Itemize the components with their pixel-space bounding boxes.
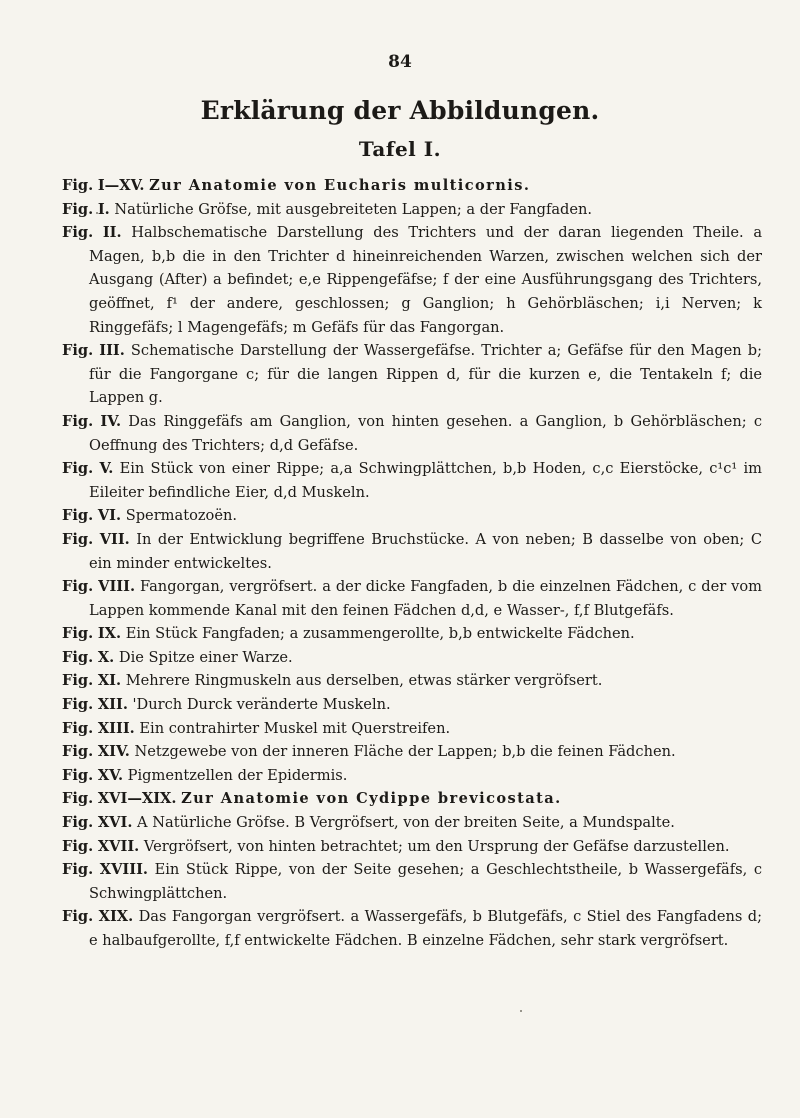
figure-caption (62, 339, 762, 410)
caption-text: Mehrere Ringmuskeln aus derselben, etwas stärker vergröfsert. (125, 672, 603, 690)
caption-text: Halbschematische Darstellung des Trichters und der daran liegenden Theile. a Magen, b,b die in den Trichter d hineinreichenden Warzen, zwischen welchen sich der Ausgang (After) a befindet; e,e Rippengefäfse; f der eine Ausführungsgang des Trichters, geöffnet, f¹ der andere, geschlossen; g Ganglion; h Gehörbläschen; i,i Nerven; k Ringgefäfs; l Magengefäfs; m Gefäfs für das Fangorgan. (89, 224, 763, 336)
figure-number: V. (99, 460, 114, 478)
print-speck (520, 1010, 522, 1012)
caption-text: Vergröfsert, von hinten betrachtet; um den Ursprung der Gefäfse darzustellen. (143, 837, 730, 855)
figure-caption (62, 905, 762, 952)
caption-text: Pigmentzellen der Epidermis. (127, 766, 348, 784)
figure-number: III. (99, 342, 125, 360)
fig-label: Fig. (62, 743, 94, 761)
figure-caption (62, 764, 762, 788)
figure-number: IX. (97, 625, 122, 643)
figure-caption (62, 646, 762, 670)
figure-caption (62, 717, 762, 741)
caption-text: Das Ringgefäfs am Ganglion, von hinten gesehen. a Ganglion, b Gehörbläschen; c Oeffnung des Trichters; d,d Gefäfse. (89, 412, 762, 454)
figure-number: XVII. (97, 837, 140, 855)
fig-label: Fig. (62, 460, 94, 478)
caption-text: Netzgewebe von der inneren Fläche der Lappen; b,b die feinen Fädchen. (134, 743, 676, 761)
figure-caption (62, 198, 762, 222)
figure-caption (62, 740, 762, 764)
figure-number: I—XV. (97, 177, 145, 194)
print-speck (96, 212, 98, 214)
caption-text: Spermatozoën. (125, 507, 238, 525)
figure-number: VIII. (98, 578, 136, 596)
figure-number: IV. (100, 412, 122, 430)
section-heading: Zur Anatomie von Cydippe brevicostata. (181, 790, 562, 808)
figure-caption (62, 669, 762, 693)
figure-number: XVIII. (99, 861, 148, 879)
figure-caption (62, 528, 762, 575)
figure-caption (62, 622, 762, 646)
fig-label: Fig. (62, 625, 94, 643)
caption-text: Ein Stück von einer Rippe; a,a Schwingplättchen, b,b Hoden, c,c Eierstöcke, c¹c¹ im Eileiter befindliche Eier, d,d Muskeln. (89, 460, 763, 501)
figure-number: VI. (97, 507, 122, 525)
fig-label: Fig. (62, 412, 94, 430)
caption-text: A Natürliche Gröfse. B Vergröfsert, von der breiten Seite, a Mundspalte. (137, 814, 675, 832)
fig-label: Fig. (62, 908, 94, 926)
fig-label: Fig. (62, 224, 94, 242)
figure-number: XV. (97, 766, 124, 784)
figure-number: I. (97, 200, 110, 218)
figure-caption (62, 811, 762, 835)
caption-text: Ein contrahirter Muskel mit Querstreifen. (139, 719, 451, 737)
figure-number: X. (97, 648, 115, 666)
fig-label: Fig. (62, 861, 94, 879)
figure-number: XI. (97, 672, 122, 690)
page-title: Erklärung der Abbildungen. (200, 96, 600, 125)
caption-text: Natürliche Gröfse, mit ausgebreiteten Lappen; a der Fangfaden. (114, 200, 593, 218)
caption-text: In der Entwicklung begriffene Bruchstücke. A von neben; B dasselbe von oben; C ein minder entwickeltes. (89, 530, 762, 572)
caption-text: Ein Stück Rippe, von der Seite gesehen; a Geschlechtstheile, b Wassergefäfs, c Schwingplättchen. (89, 861, 763, 902)
figure-caption (62, 787, 762, 811)
figure-caption (62, 174, 762, 198)
fig-label: Fig. (62, 837, 94, 855)
figure-number: XIV. (97, 743, 130, 761)
figure-caption (62, 504, 762, 528)
caption-text: Das Fangorgan vergröfsert. a Wassergefäfs, b Blutgefäfs, c Stiel des Fangfadens d; e halbaufgerollte, f,f entwickelte Fädchen. B einzelne Fädchen, sehr stark vergröfsert. (89, 908, 763, 949)
plate-heading: Tafel I. (358, 137, 442, 161)
fig-label: Fig. (62, 719, 94, 737)
figure-caption-list (62, 174, 762, 953)
fig-label: Fig. (62, 342, 94, 360)
fig-label: Fig. (62, 648, 94, 666)
page-number: 84 (388, 52, 412, 72)
fig-label: Fig. (62, 200, 94, 218)
figure-number: XII. (97, 696, 128, 714)
fig-label: Fig. (62, 766, 94, 784)
caption-text: 'Durch Durck veränderte Muskeln. (132, 696, 391, 714)
figure-caption (62, 410, 762, 457)
fig-label: Fig. (62, 177, 94, 194)
fig-label: Fig. (62, 790, 94, 808)
fig-label: Fig. (62, 672, 94, 690)
figure-caption (62, 221, 762, 339)
figure-caption (62, 858, 762, 905)
fig-label: Fig. (62, 530, 94, 548)
figure-number: VII. (99, 530, 130, 548)
figure-number: XVI. (97, 814, 133, 832)
figure-number: XVI—XIX. (97, 790, 177, 808)
fig-label: Fig. (62, 578, 94, 596)
figure-number: XIX. (98, 908, 134, 926)
caption-text: Schematische Darstellung der Wassergefäfse. Trichter a; Gefäfse für den Magen b; für die Fangorgane c; für die langen Rippen d, für die kurzen e, die Tentakeln f; die Lappen g. (89, 342, 763, 407)
fig-label: Fig. (62, 814, 94, 832)
figure-caption (62, 575, 762, 622)
figure-number: XIII. (97, 719, 135, 737)
caption-text: Ein Stück Fangfaden; a zusammengerollte, b,b entwickelte Fädchen. (125, 625, 635, 643)
figure-caption (62, 693, 762, 717)
figure-caption (62, 457, 762, 504)
caption-text: Die Spitze einer Warze. (118, 648, 293, 666)
caption-text: Fangorgan, vergröfsert. a der dicke Fangfaden, b die einzelnen Fädchen, c der vom Lappen kommende Kanal mit den feinen Fädchen d,d, e Wasser-, f,f Blutgefäfs. (89, 578, 763, 619)
fig-label: Fig. (62, 696, 94, 714)
fig-label: Fig. (62, 507, 94, 525)
section-heading: Zur Anatomie von Eucharis multicornis. (149, 177, 531, 194)
figure-number: II. (102, 224, 122, 242)
figure-caption (62, 835, 762, 859)
